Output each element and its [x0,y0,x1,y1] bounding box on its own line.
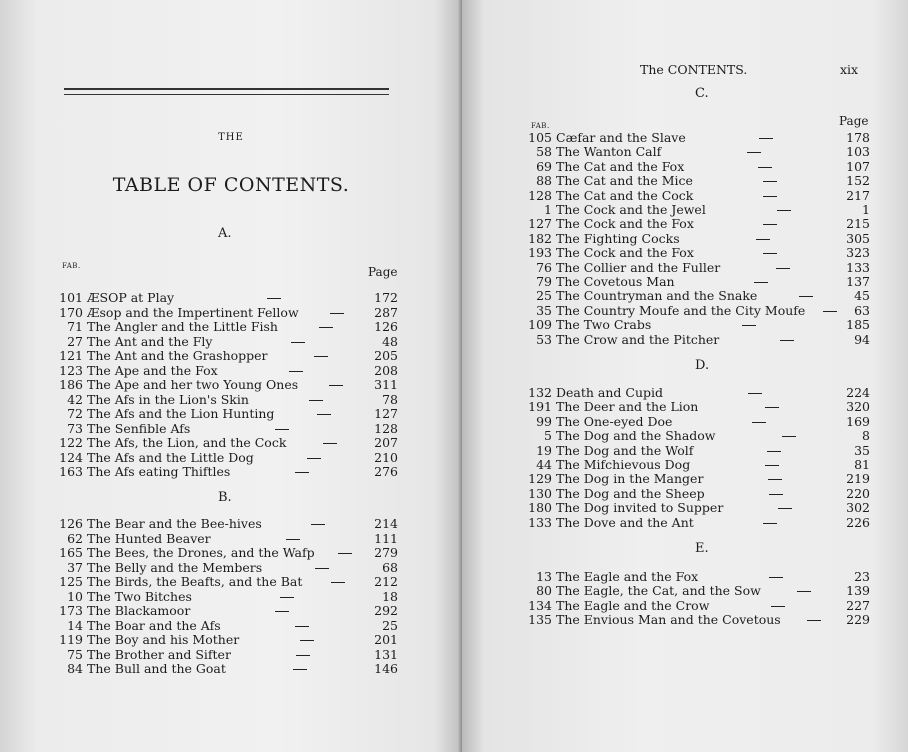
contents-entry [57,619,398,633]
fable-title: The Ape and her two Young Ones [87,377,299,392]
fable-number: 128 [528,187,552,203]
leader-dash [763,181,777,182]
fable-number: 75 [67,646,83,662]
leader-dash [330,313,344,314]
leader-dash [300,640,314,641]
page-reference: 63 [854,302,870,318]
fable-title: The Ant and the Fly [87,333,213,349]
contents-entry [57,604,398,618]
fable-number: 130 [528,485,552,501]
leader-dash [314,356,328,357]
fable-title: The Cock and the Fox [556,216,694,232]
fable-title: The Wanton Calf [556,144,662,160]
contents-entry [526,516,870,530]
fable-title: The Collier and the Fuller [556,259,721,275]
contents-entry [526,613,870,627]
fable-number: 193 [528,245,552,261]
contents-entry [526,415,870,429]
fable-number: 165 [59,545,83,560]
contents-entry [57,378,398,392]
contents-entry [526,386,870,400]
fable-title: The Cat and the Cock [556,187,694,203]
page-reference: 146 [374,661,398,676]
page-reference: 107 [846,158,870,174]
leader-dash [752,422,766,423]
fable-title: The Eagle and the Crow [556,597,710,613]
fable-title: The Afs in the Lion's Skin [87,391,249,407]
fable-title: The Bull and the Goat [87,661,226,676]
page-reference: 205 [374,348,398,363]
contents-entry [526,232,870,246]
contents-entry [57,320,398,334]
fable-title: The Ant and the Grashopper [87,348,268,363]
fable-number: 58 [536,144,552,160]
leader-dash [765,407,779,408]
fable-number: 5 [544,428,552,444]
contents-entry [57,364,398,378]
fable-number: 132 [528,385,552,400]
contents-entry [57,407,398,421]
contents-entry [526,289,870,303]
contents-entry [526,174,870,188]
fable-title: The Mifchievous Dog [556,457,691,472]
leader-dash [275,611,289,612]
page-reference: 48 [382,333,398,349]
fable-number: 69 [536,158,552,174]
page-reference: 131 [374,646,398,662]
leader-dash [317,414,331,415]
fable-number: 122 [59,435,83,450]
fab-column-header: FAB. [531,122,550,130]
fable-title: Æsop and the Impertinent Fellow [87,304,299,320]
contents-entry [526,599,870,613]
leader-dash [778,508,792,509]
fable-number: 173 [59,603,83,618]
leader-dash [315,568,329,569]
contents-entry [57,422,398,436]
fable-number: 135 [528,612,552,628]
leader-dash [275,429,289,430]
fable-title: The Countryman and the Snake [556,288,758,304]
fable-title: The Cat and the Fox [556,158,685,174]
leader-dash [748,393,762,394]
contents-entry [57,465,398,479]
fable-number: 88 [536,173,552,189]
fable-number: 123 [59,362,83,378]
fable-title: The Cat and the Mice [556,173,693,189]
contents-entry [57,335,398,349]
fable-number: 13 [536,569,552,584]
leader-dash [295,626,309,627]
fable-title: The Dog invited to Supper [556,500,724,516]
leader-dash [295,472,309,473]
page-reference: 226 [846,514,870,530]
fable-number: 170 [59,304,83,320]
contents-entry [526,131,870,145]
leader-dash [267,298,281,299]
fable-title: The Afs and the Little Dog [87,449,254,465]
leader-dash [768,479,782,480]
pre-title: THE [218,132,244,143]
contents-entry [526,570,870,584]
fable-title: The Crow and the Pitcher [556,331,720,347]
fable-number: 62 [67,530,83,546]
fable-number: 134 [528,597,552,613]
contents-entry [526,400,870,414]
fable-number: 99 [536,413,552,429]
fable-title: The One-eyed Doe [556,413,673,429]
leader-dash [765,465,779,466]
fable-title: The Dog and the Wolf [556,442,694,458]
leader-dash [338,553,352,554]
fable-number: 76 [536,259,552,275]
leader-dash [754,282,768,283]
page-reference: 229 [846,612,870,628]
fable-number: 191 [528,399,552,415]
leader-dash [311,524,325,525]
contents-entry [526,246,870,260]
fable-number: 186 [59,377,83,392]
fable-title: The Two Crabs [556,317,652,333]
contents-entry [57,451,398,465]
page-reference: 68 [382,559,398,575]
page-reference: 220 [846,485,870,501]
fable-title: Death and Cupid [556,385,664,400]
fable-title: The Two Bitches [87,588,192,604]
fable-title: The Afs and the Lion Hunting [87,406,275,421]
fable-number: 124 [59,449,83,465]
page-reference: 276 [374,464,398,479]
leader-dash [756,239,770,240]
top-double-rule [64,88,389,90]
page-reference: 139 [846,583,870,599]
page-reference: 208 [374,362,398,378]
contents-entry [526,261,870,275]
fable-number: 121 [59,348,83,363]
leader-dash [807,620,821,621]
fable-number: 53 [536,331,552,347]
page-reference: 111 [374,530,398,546]
page-reference: 45 [854,288,870,304]
page-reference: 207 [374,435,398,450]
contents-entry [526,275,870,289]
leader-dash [763,523,777,524]
contents-entry [526,203,870,217]
page-reference: 305 [846,230,870,246]
page-reference: 214 [374,516,398,531]
fable-number: 42 [67,391,83,407]
fable-title: The Envious Man and the Covetous [556,612,781,628]
page-reference: 126 [374,319,398,334]
fab-column-header: FAB. [62,262,81,270]
fable-title: The Brother and Sifter [87,646,231,662]
page-reference: 217 [846,187,870,203]
page-reference: 178 [846,130,870,145]
page-reference: 172 [374,290,398,305]
fable-number: 163 [59,464,83,479]
leader-dash [331,582,345,583]
fable-number: 129 [528,471,552,487]
contents-entry [57,546,398,560]
section-letter: B. [218,490,232,505]
fable-number: 71 [67,319,83,334]
fable-title: The Dove and the Ant [556,514,694,530]
fable-title: The Bees, the Drones, and the Wafp [87,545,315,560]
fable-title: The Senfible Afs [87,420,191,436]
fable-title: The Cock and the Fox [556,245,694,261]
fable-title: The Hunted Beaver [87,530,211,546]
fable-number: 133 [528,514,552,530]
contents-entry [57,291,398,305]
fable-title: The Deer and the Lion [556,399,699,415]
fable-number: 1 [544,202,552,217]
fable-title: The Angler and the Little Fish [87,319,278,334]
fable-number: 182 [528,230,552,246]
page-reference: 302 [846,500,870,516]
page-reference: 78 [382,391,398,407]
leader-dash [771,606,785,607]
section-letter: C. [695,86,709,101]
fable-title: The Belly and the Members [87,559,263,575]
fable-title: The Covetous Man [556,274,675,289]
fable-number: 126 [59,516,83,531]
fable-title: The Country Moufe and the City Moufe [556,302,806,318]
fable-number: 19 [536,442,552,458]
fable-number: 84 [67,661,83,676]
running-head: The CONTENTS. [640,62,748,77]
contents-entry [57,561,398,575]
contents-entry [526,318,870,332]
page-reference: 103 [846,144,870,160]
leader-dash [307,458,321,459]
contents-entry [57,633,398,647]
leader-dash [286,539,300,540]
fable-number: 101 [59,290,83,305]
page-reference: 292 [374,603,398,618]
leader-dash [763,253,777,254]
contents-entry [57,517,398,531]
page-reference: 133 [846,259,870,275]
page-reference: 1 [862,202,870,217]
section-letter: A. [218,226,232,241]
fable-number: 180 [528,500,552,516]
fable-number: 125 [59,574,83,589]
contents-entry [57,393,398,407]
leader-dash [769,577,783,578]
fable-number: 80 [536,583,552,599]
contents-entry [526,333,870,347]
top-double-rule-thin [64,94,389,95]
page-reference: 128 [374,420,398,436]
fable-title: The Eagle and the Fox [556,569,699,584]
fable-title: The Afs eating Thiftles [87,464,231,479]
page-reference: 137 [846,274,870,289]
contents-entry [526,160,870,174]
leader-dash [291,342,305,343]
leader-dash [799,296,813,297]
leader-dash [776,268,790,269]
contents-entry [526,584,870,598]
fable-number: 44 [536,457,552,472]
fable-number: 119 [59,632,83,647]
fable-number: 127 [528,216,552,232]
leader-dash [329,385,343,386]
leader-dash [769,494,783,495]
fable-number: 79 [536,274,552,289]
page-reference: 81 [854,457,870,472]
fable-number: 14 [67,617,83,633]
contents-entry [57,532,398,546]
page-reference: 219 [846,471,870,487]
leader-dash [763,224,777,225]
contents-entry [526,429,870,443]
fable-number: 73 [67,420,83,436]
contents-entry [57,575,398,589]
leader-dash [742,325,756,326]
fable-title: The Ape and the Fox [87,362,218,378]
page-reference: 25 [382,617,398,633]
page-reference: 224 [846,385,870,400]
fable-number: 27 [67,333,83,349]
page-reference: 279 [374,545,398,560]
leader-dash [823,311,837,312]
contents-entry [526,472,870,486]
page-reference: 287 [374,304,398,320]
contents-entry [526,501,870,515]
contents-entry [526,145,870,159]
fable-number: 25 [536,288,552,304]
fable-number: 105 [528,130,552,145]
fable-title: The Boy and his Mother [87,632,240,647]
leader-dash [323,443,337,444]
page-reference: 35 [854,442,870,458]
leader-dash [763,196,777,197]
fable-number: 72 [67,406,83,421]
contents-entry [57,662,398,676]
page-title: TABLE OF CONTENTS. [112,174,350,196]
page-reference: 215 [846,216,870,232]
leader-dash [747,152,761,153]
leader-dash [296,655,310,656]
page-reference: 23 [854,569,870,584]
fable-title: Cæfar and the Slave [556,130,686,145]
fable-number: 109 [528,317,552,333]
leader-dash [759,138,773,139]
fable-title: The Eagle, the Cat, and the Sow [556,583,761,599]
page-reference: 311 [374,377,398,392]
fable-number: 10 [67,588,83,604]
leader-dash [280,597,294,598]
leader-dash [777,210,791,211]
leader-dash [289,371,303,372]
right-page [462,0,908,752]
page-column-header: Page [839,114,869,128]
page-reference: 185 [846,317,870,333]
page-reference: 227 [846,597,870,613]
fable-number: 37 [67,559,83,575]
page-reference: 127 [374,406,398,421]
leader-dash [780,340,794,341]
fable-title: The Boar and the Afs [87,617,221,633]
contents-entry [526,487,870,501]
leader-dash [309,400,323,401]
contents-entry [526,304,870,318]
page-number: xix [840,62,859,77]
page-reference: 152 [846,173,870,189]
contents-entry [57,306,398,320]
leader-dash [758,167,772,168]
page-column-header: Page [368,265,398,279]
fable-number: 35 [536,302,552,318]
section-letter: E. [695,541,709,556]
page-reference: 18 [382,588,398,604]
fable-title: The Birds, the Beafts, and the Bat [87,574,303,589]
section-letter: D. [695,358,710,373]
fable-title: The Cock and the Jewel [556,202,706,217]
fable-title: The Dog in the Manger [556,471,704,487]
fable-title: The Afs, the Lion, and the Cock [87,435,287,450]
fable-title: ÆSOP at Play [87,290,175,305]
leader-dash [293,669,307,670]
contents-entry [57,349,398,363]
fable-title: The Bear and the Bee-hives [87,516,262,531]
contents-entry [57,648,398,662]
page-reference: 169 [846,413,870,429]
page-reference: 320 [846,399,870,415]
contents-entry [526,444,870,458]
fable-title: The Fighting Cocks [556,230,680,246]
page-reference: 210 [374,449,398,465]
fable-title: The Dog and the Sheep [556,485,705,501]
page-reference: 8 [862,428,870,444]
contents-entry [57,436,398,450]
contents-entry [57,590,398,604]
fable-title: The Blackamoor [87,603,191,618]
contents-entry [526,217,870,231]
leader-dash [782,436,796,437]
leader-dash [767,451,781,452]
contents-entry [526,189,870,203]
page-reference: 212 [374,574,398,589]
leader-dash [319,327,333,328]
page-reference: 201 [374,632,398,647]
fable-title: The Dog and the Shadow [556,428,716,444]
leader-dash [797,591,811,592]
page-reference: 94 [854,331,870,347]
contents-entry [526,458,870,472]
page-reference: 323 [846,245,870,261]
